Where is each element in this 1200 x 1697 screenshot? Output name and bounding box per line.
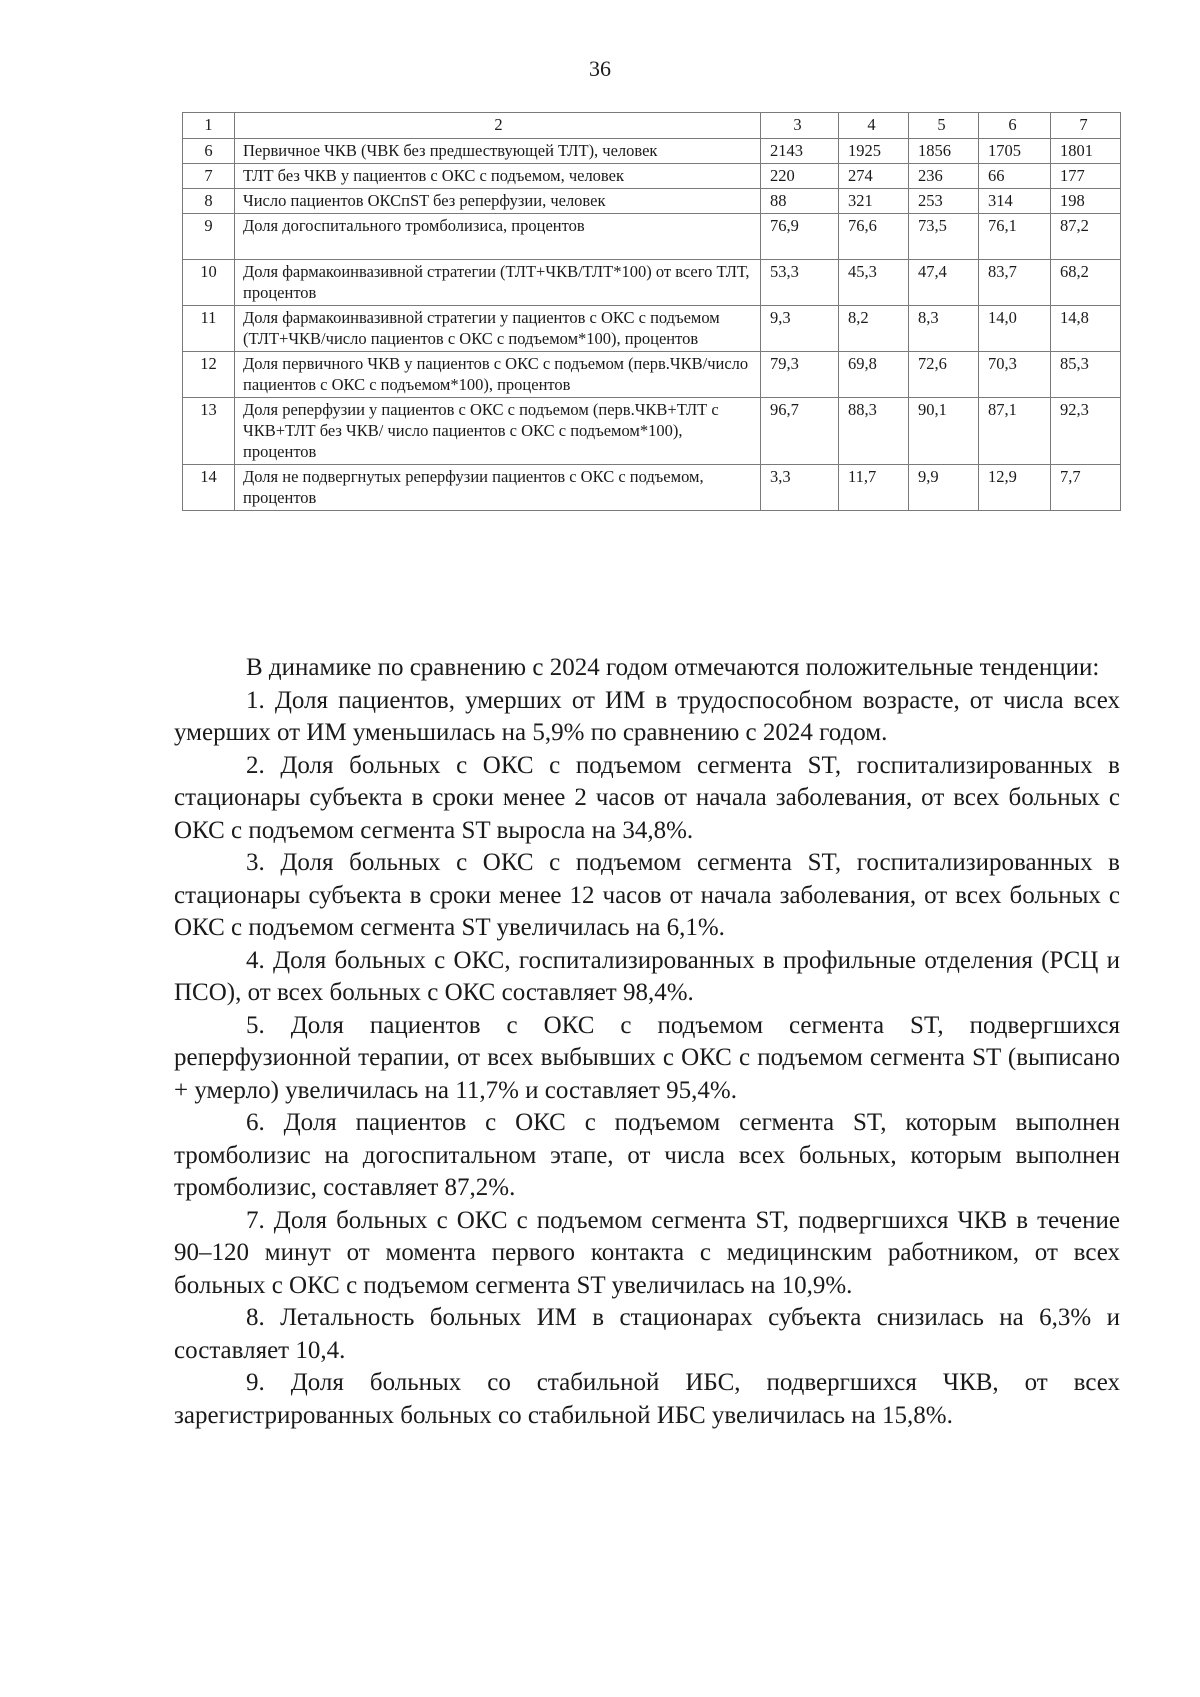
row-label: Доля первичного ЧКВ у пациентов с ОКС с подъемом (перв.ЧКВ/число пациентов с ОКС с подъемом*100), процентов bbox=[235, 352, 761, 398]
row-value: 321 bbox=[839, 189, 909, 214]
row-value: 87,1 bbox=[979, 398, 1051, 465]
row-label: Доля догоспитального тромболизиса, процентов bbox=[235, 214, 761, 260]
row-value: 70,3 bbox=[979, 352, 1051, 398]
paragraph: 3. Доля больных с ОКС с подъемом сегмента ST, госпитализированных в стационары субъекта в сроки менее 12 часов от начала заболевания, от всех больных с ОКС с подъемом сегмента ST увеличилась на 6,1%. bbox=[174, 849, 1120, 941]
row-value: 9,3 bbox=[761, 306, 839, 352]
row-number: 7 bbox=[183, 164, 235, 189]
row-number: 9 bbox=[183, 214, 235, 260]
row-value: 8,2 bbox=[839, 306, 909, 352]
row-value: 83,7 bbox=[979, 260, 1051, 306]
row-value: 72,6 bbox=[909, 352, 979, 398]
table-row bbox=[183, 306, 1121, 352]
row-value: 8,3 bbox=[909, 306, 979, 352]
row-value: 14,8 bbox=[1051, 306, 1121, 352]
table-header-cell: 4 bbox=[839, 113, 909, 139]
paragraph: 6. Доля пациентов с ОКС с подъемом сегмента ST, которым выполнен тромболизис на догоспитальном этапе, от числа всех больных, которым выполнен тромболизис, составляет 87,2%. bbox=[174, 1109, 1120, 1201]
paragraph: 1. Доля пациентов, умерших от ИМ в трудоспособном возрасте, от числа всех умерших от ИМ уменьшилась на 5,9% по сравнению с 2024 годом. bbox=[174, 686, 1120, 746]
table-header-cell: 2 bbox=[235, 113, 761, 139]
row-value: 87,2 bbox=[1051, 214, 1121, 260]
row-value: 177 bbox=[1051, 164, 1121, 189]
paragraph: В динамике по сравнению с 2024 годом отмечаются положительные тенденции: bbox=[246, 654, 1100, 681]
body-text bbox=[174, 652, 1120, 1432]
row-number: 12 bbox=[183, 352, 235, 398]
row-value: 88 bbox=[761, 189, 839, 214]
paragraph: 5. Доля пациентов с ОКС с подъемом сегмента ST, подвергшихся реперфузионной терапии, от всех выбывших с ОКС с подъемом сегмента ST (выписано + умерло) увеличилась на 11,7% и составляет 95,4%. bbox=[174, 1011, 1120, 1104]
row-value: 1856 bbox=[909, 139, 979, 164]
row-value: 7,7 bbox=[1051, 465, 1121, 511]
row-value: 1925 bbox=[839, 139, 909, 164]
table-row bbox=[183, 352, 1121, 398]
row-label: Доля не подвергнутых реперфузии пациентов с ОКС с подъемом, процентов bbox=[235, 465, 761, 511]
row-value: 9,9 bbox=[909, 465, 979, 511]
row-value: 69,8 bbox=[839, 352, 909, 398]
row-value: 14,0 bbox=[979, 306, 1051, 352]
row-value: 1801 bbox=[1051, 139, 1121, 164]
row-number: 13 bbox=[183, 398, 235, 465]
table-row bbox=[183, 214, 1121, 260]
table-row bbox=[183, 398, 1121, 465]
row-value: 45,3 bbox=[839, 260, 909, 306]
row-number: 10 bbox=[183, 260, 235, 306]
row-value: 253 bbox=[909, 189, 979, 214]
row-value: 53,3 bbox=[761, 260, 839, 306]
table-header-row bbox=[183, 113, 1121, 139]
row-label: Число пациентов ОКСпST без реперфузии, человек bbox=[235, 189, 761, 214]
paragraph: 4. Доля больных с ОКС, госпитализированных в профильные отделения (РСЦ и ПСО), от всех больных с ОКС составляет 98,4%. bbox=[174, 946, 1120, 1006]
statistics-table bbox=[182, 112, 1121, 511]
row-value: 96,7 bbox=[761, 398, 839, 465]
table-header-cell: 7 bbox=[1051, 113, 1121, 139]
row-value: 76,6 bbox=[839, 214, 909, 260]
table-header-cell: 3 bbox=[761, 113, 839, 139]
row-value: 90,1 bbox=[909, 398, 979, 465]
row-value: 68,2 bbox=[1051, 260, 1121, 306]
row-value: 12,9 bbox=[979, 465, 1051, 511]
row-value: 73,5 bbox=[909, 214, 979, 260]
row-value: 76,9 bbox=[761, 214, 839, 260]
row-number: 14 bbox=[183, 465, 235, 511]
table-header-cell: 5 bbox=[909, 113, 979, 139]
row-label: ТЛТ без ЧКВ у пациентов с ОКС с подъемом, человек bbox=[235, 164, 761, 189]
row-value: 66 bbox=[979, 164, 1051, 189]
row-value: 79,3 bbox=[761, 352, 839, 398]
row-value: 88,3 bbox=[839, 398, 909, 465]
table-row bbox=[183, 164, 1121, 189]
table-row bbox=[183, 189, 1121, 214]
row-value: 236 bbox=[909, 164, 979, 189]
paragraph: 2. Доля больных с ОКС с подъемом сегмента ST, госпитализированных в стационары субъекта в сроки менее 2 часов от начала заболевания, от всех больных с ОКС с подъемом сегмента ST выросла на 34,8%. bbox=[174, 751, 1120, 844]
row-number: 11 bbox=[183, 306, 235, 352]
paragraph: 7. Доля больных с ОКС с подъемом сегмента ST, подвергшихся ЧКВ в течение 90–120 минут от момента первого контакта с медицинским работником, от всех больных с ОКС с подъемом сегмента ST увеличилась на 10,9%. bbox=[174, 1206, 1120, 1299]
paragraph: 9. Доля больных со стабильной ИБС, подвергшихся ЧКВ, от всех зарегистрированных больных со стабильной ИБС увеличилась на 15,8%. bbox=[174, 1369, 1120, 1429]
table-row bbox=[183, 260, 1121, 306]
table-header-cell: 1 bbox=[183, 113, 235, 139]
table-row bbox=[183, 139, 1121, 164]
row-label: Доля фармакоинвазивной стратегии у пациентов с ОКС с подъемом (ТЛТ+ЧКВ/число пациентов с ОКС с подъемом*100), процентов bbox=[235, 306, 761, 352]
row-value: 1705 bbox=[979, 139, 1051, 164]
table-row bbox=[183, 465, 1121, 511]
paragraph: 8. Летальность больных ИМ в стационарах субъекта снизилась на 6,3% и составляет 10,4. bbox=[174, 1304, 1120, 1364]
row-label: Первичное ЧКВ (ЧВК без предшествующей ТЛТ), человек bbox=[235, 139, 761, 164]
row-value: 11,7 bbox=[839, 465, 909, 511]
row-label: Доля реперфузии у пациентов с ОКС с подъемом (перв.ЧКВ+ТЛТ с ЧКВ+ТЛТ без ЧКВ/ число пациентов с ОКС с подъемом*100), процентов bbox=[235, 398, 761, 465]
row-number: 8 bbox=[183, 189, 235, 214]
row-value: 198 bbox=[1051, 189, 1121, 214]
row-value: 92,3 bbox=[1051, 398, 1121, 465]
table-header-cell: 6 bbox=[979, 113, 1051, 139]
row-value: 3,3 bbox=[761, 465, 839, 511]
row-value: 47,4 bbox=[909, 260, 979, 306]
row-value: 274 bbox=[839, 164, 909, 189]
row-label: Доля фармакоинвазивной стратегии (ТЛТ+ЧКВ/ТЛТ*100) от всего ТЛТ, процентов bbox=[235, 260, 761, 306]
row-value: 2143 bbox=[761, 139, 839, 164]
row-value: 220 bbox=[761, 164, 839, 189]
row-value: 85,3 bbox=[1051, 352, 1121, 398]
row-number: 6 bbox=[183, 139, 235, 164]
row-value: 76,1 bbox=[979, 214, 1051, 260]
row-value: 314 bbox=[979, 189, 1051, 214]
page-number: 36 bbox=[589, 56, 611, 81]
